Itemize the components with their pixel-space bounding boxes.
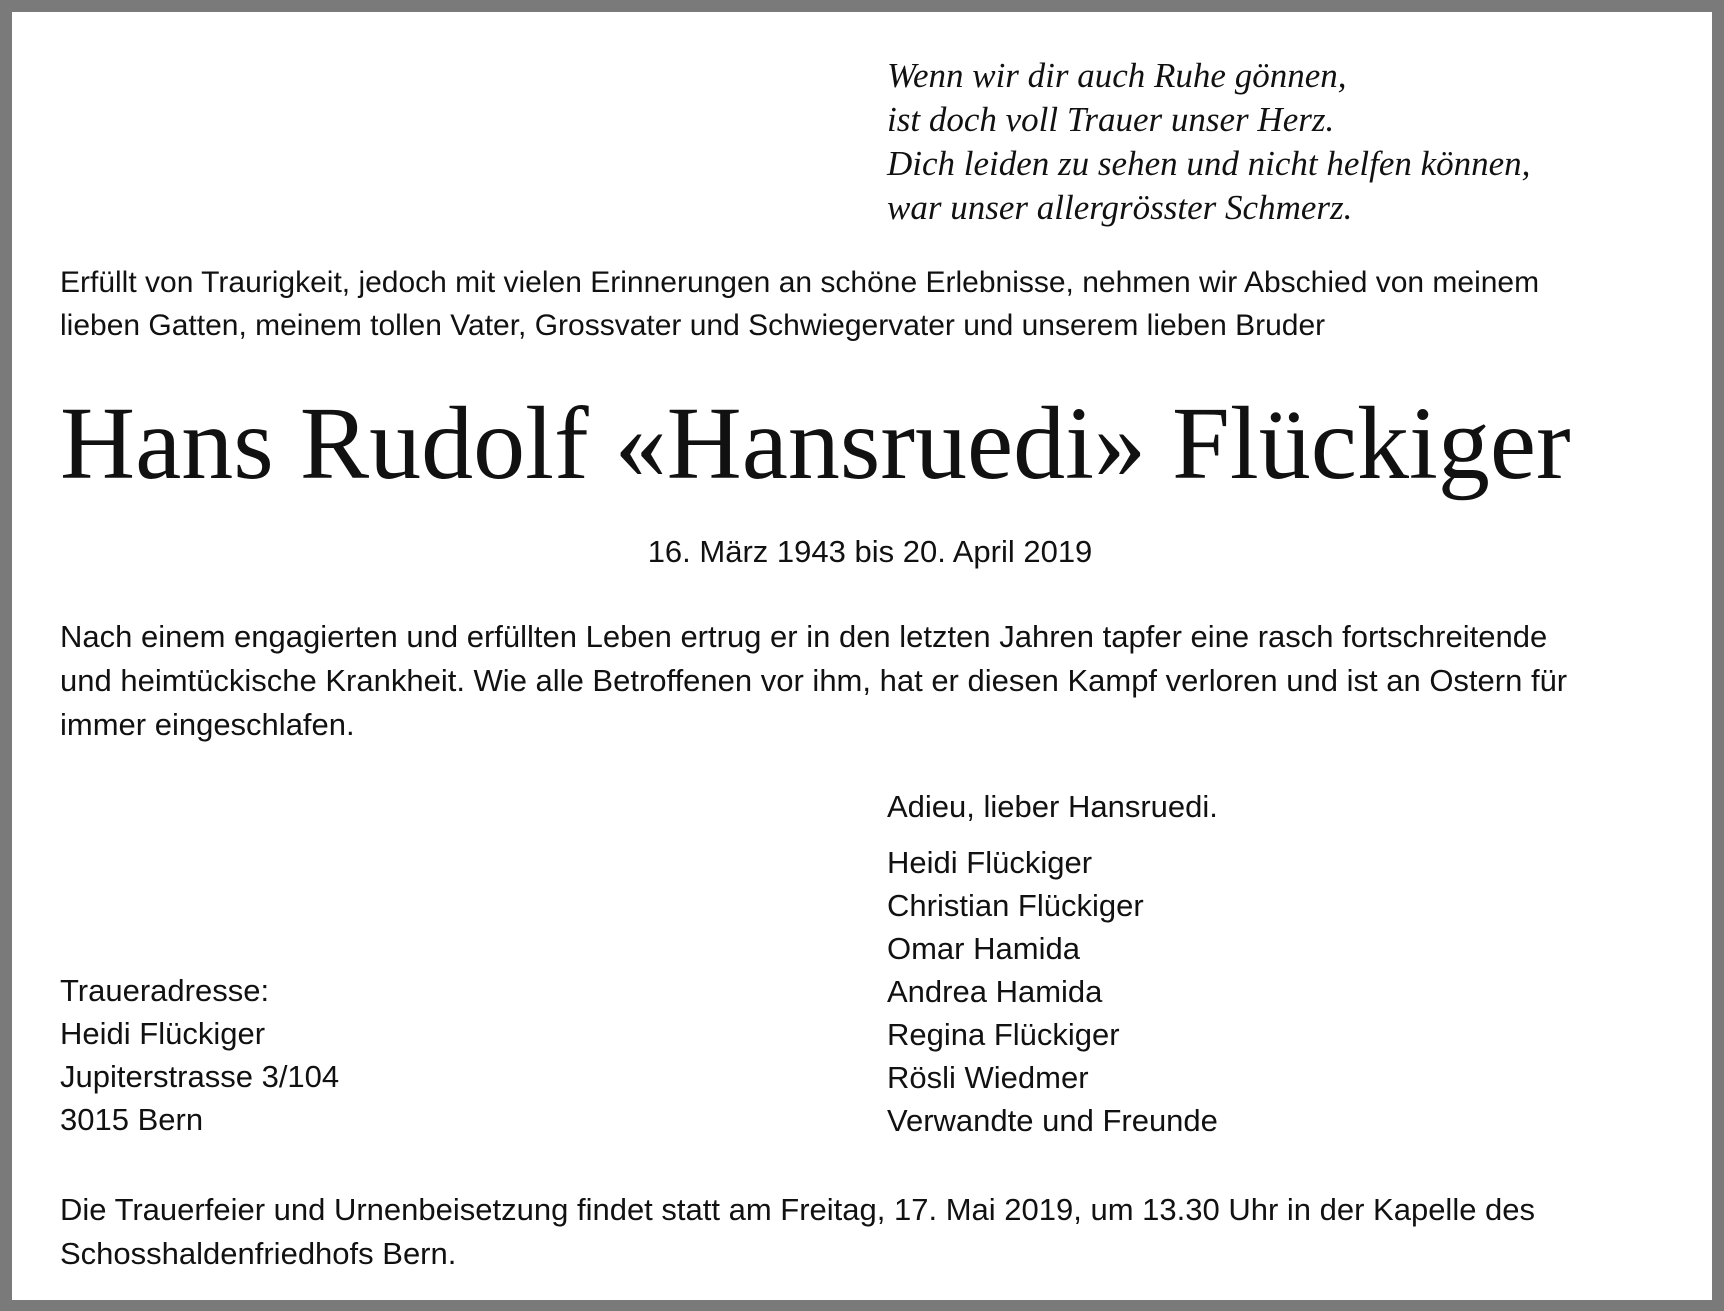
- mourners-list: [887, 841, 1218, 1142]
- poem-verse: [887, 54, 1687, 230]
- mourning-address: [60, 969, 339, 1141]
- body-line: immer eingeschlafen.: [60, 707, 355, 742]
- poem-line: war unser allergrösster Schmerz.: [887, 188, 1353, 227]
- poem-line: ist doch voll Trauer unser Herz.: [887, 100, 1335, 139]
- mourner-name: Omar Hamida: [887, 931, 1080, 966]
- address-label: Traueradresse:: [60, 973, 270, 1008]
- mourner-name: Christian Flückiger: [887, 888, 1144, 923]
- mourner-name: Verwandte und Freunde: [887, 1103, 1218, 1138]
- service-line: Schosshaldenfriedhofs Bern.: [60, 1236, 457, 1271]
- mourner-name: Andrea Hamida: [887, 974, 1103, 1009]
- address-name: Heidi Flückiger: [60, 1016, 266, 1051]
- service-notice: [60, 1188, 1680, 1276]
- address-city: 3015 Bern: [60, 1102, 204, 1137]
- poem-line: Wenn wir dir auch Ruhe gönnen,: [887, 56, 1347, 95]
- intro-paragraph: [60, 261, 1680, 347]
- intro-line: lieben Gatten, meinem tollen Vater, Grossvater und Schwiegervater und unserem lieben Bruder: [60, 309, 1326, 342]
- mourner-name: Rösli Wiedmer: [887, 1060, 1089, 1095]
- mourner-name: Regina Flückiger: [887, 1017, 1120, 1052]
- body-paragraph: [60, 615, 1680, 747]
- deceased-name: Hans Rudolf «Hansruedi» Flückiger: [60, 386, 1571, 501]
- body-line: und heimtückische Krankheit. Wie alle Betroffenen vor ihm, hat er diesen Kampf verloren und ist an Ostern für: [60, 663, 1568, 698]
- intro-line: Erfüllt von Traurigkeit, jedoch mit vielen Erinnerungen an schöne Erlebnisse, nehmen wir Abschied von meinem: [60, 266, 1540, 299]
- mourner-name: Heidi Flückiger: [887, 845, 1093, 880]
- service-line: Die Trauerfeier und Urnenbeisetzung findet statt am Freitag, 17. Mai 2019, um 13.30 Uhr in der Kapelle des: [60, 1192, 1536, 1227]
- body-line: Nach einem engagierten und erfüllten Leben ertrug er in den letzten Jahren tapfer eine rasch fortschreitende: [60, 619, 1548, 654]
- obituary-page: [12, 12, 1712, 1300]
- farewell-line: Adieu, lieber Hansruedi.: [887, 789, 1218, 824]
- address-street: Jupiterstrasse 3/104: [60, 1059, 340, 1094]
- life-dates: 16. März 1943 bis 20. April 2019: [647, 534, 1093, 569]
- poem-line: Dich leiden zu sehen und nicht helfen können,: [887, 144, 1531, 183]
